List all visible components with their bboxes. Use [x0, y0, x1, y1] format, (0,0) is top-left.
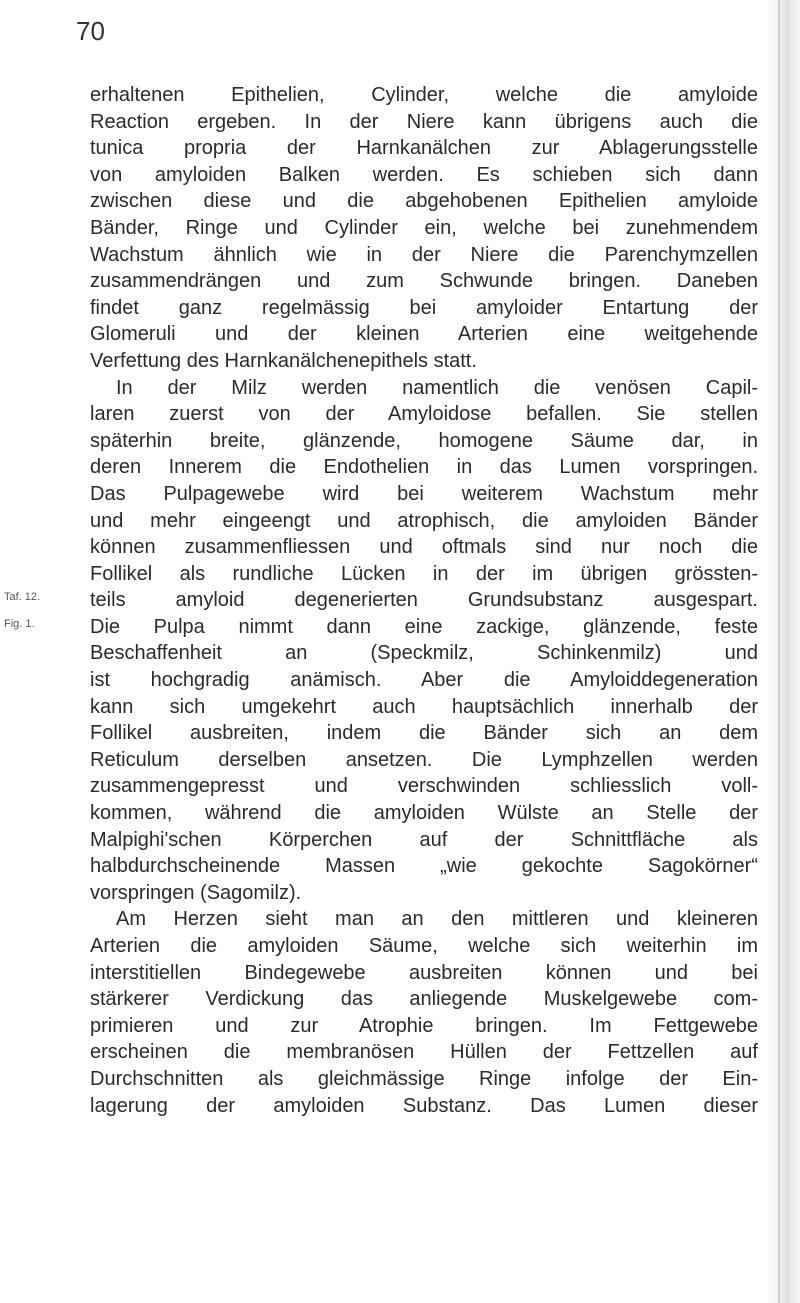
text-line: können zusammenfliessen und oftmals sind nur noch die: [90, 536, 758, 559]
text-line: Arterien die amyloiden Säume, welche sich weiterhin im: [90, 935, 758, 957]
text-line: kommen, während die amyloiden Wülste an Stelle der: [90, 802, 758, 825]
text-line: späterhin breite, glänzende, homogene Säume dar, in: [90, 429, 758, 452]
text-line: Follikel ausbreiten, indem die Bänder sich an dem: [90, 722, 758, 745]
text-line: Bänder, Ringe und Cylinder ein, welche bei zunehmendem: [90, 216, 758, 239]
text-line: laren zuerst von der Amyloidose befallen. Sie stellen: [90, 403, 758, 426]
margin-note-plate: Taf. 12.: [4, 591, 41, 603]
text-line: erscheinen die membranösen Hüllen der Fettzellen auf: [90, 1041, 758, 1064]
text-line: Follikel als rundliche Lücken in der im übrigen grössten-: [90, 562, 758, 585]
text-line: Glomeruli und der kleinen Arterien eine weitgehende: [90, 323, 758, 346]
text-line: Durchschnitten als gleichmässige Ringe infolge der Ein-: [90, 1067, 758, 1090]
text-line: primieren und zur Atrophie bringen. Im Fettgewebe: [90, 1014, 758, 1037]
text-line: zusammendrängen und zum Schwunde bringen. Daneben: [90, 270, 758, 293]
text-line: und mehr eingeengt und atrophisch, die amyloiden Bänder: [90, 509, 758, 532]
text-line: findet ganz regelmässig bei amyloider Entartung der: [90, 296, 758, 319]
text-line: In der Milz werden namentlich die venösen Capil-: [116, 376, 758, 399]
text-line: vorspringen (Sagomilz).: [90, 881, 302, 904]
text-line: interstitiellen Bindegewebe ausbreiten können und bei: [90, 961, 758, 984]
text-line: halbdurchscheinende Massen „wie gekochte Sagokörner“: [90, 855, 758, 878]
text-line: tunica propria der Harnkanälchen zur Ablagerungsstelle: [90, 137, 758, 160]
text-line: Das Pulpagewebe wird bei weiterem Wachstum mehr: [90, 482, 758, 505]
text-line: Reaction ergeben. In der Niere kann übrigens auch die: [90, 110, 758, 133]
page-number: 70: [76, 16, 105, 46]
text-line: Wachstum ähnlich wie in der Niere die Parenchymzellen: [90, 243, 758, 266]
text-line: lagerung der amyloiden Substanz. Das Lumen dieser: [90, 1094, 758, 1117]
text-line: erhaltenen Epithelien, Cylinder, welche die amyloide: [90, 84, 758, 106]
text-line: Die Pulpa nimmt dann eine zackige, glänzende, feste: [90, 615, 758, 638]
text-line: Am Herzen sieht man an den mittleren und kleineren: [116, 908, 758, 931]
text-line: stärkerer Verdickung das anliegende Muskelgewebe com-: [90, 988, 758, 1011]
text-line: von amyloiden Balken werden. Es schieben sich dann: [90, 163, 758, 186]
text-line: ist hochgradig anämisch. Aber die Amyloiddegeneration: [90, 669, 758, 692]
text-line: kann sich umgekehrt auch hauptsächlich innerhalb der: [90, 695, 758, 718]
text-line: deren Innerem die Endothelien in das Lumen vorspringen.: [90, 456, 758, 479]
margin-note-figure: Fig. 1.: [4, 618, 35, 630]
body-text: [90, 82, 758, 1119]
text-line: teils amyloid degenerierten Grundsubstanz ausgespart.: [90, 589, 758, 612]
text-line: Malpighi'schen Körperchen auf der Schnittfläche als: [90, 828, 758, 851]
page-edge: [766, 0, 800, 1303]
text-line: Beschaffenheit an (Speckmilz, Schinkenmilz) und: [90, 642, 758, 665]
text-line: zusammengepresst und verschwinden schliesslich voll-: [90, 775, 758, 798]
text-line: Verfettung des Harnkanälchenepithels statt.: [90, 349, 477, 372]
text-line: zwischen diese und die abgehobenen Epithelien amyloide: [90, 190, 758, 213]
text-line: Reticulum derselben ansetzen. Die Lymphzellen werden: [90, 748, 758, 771]
